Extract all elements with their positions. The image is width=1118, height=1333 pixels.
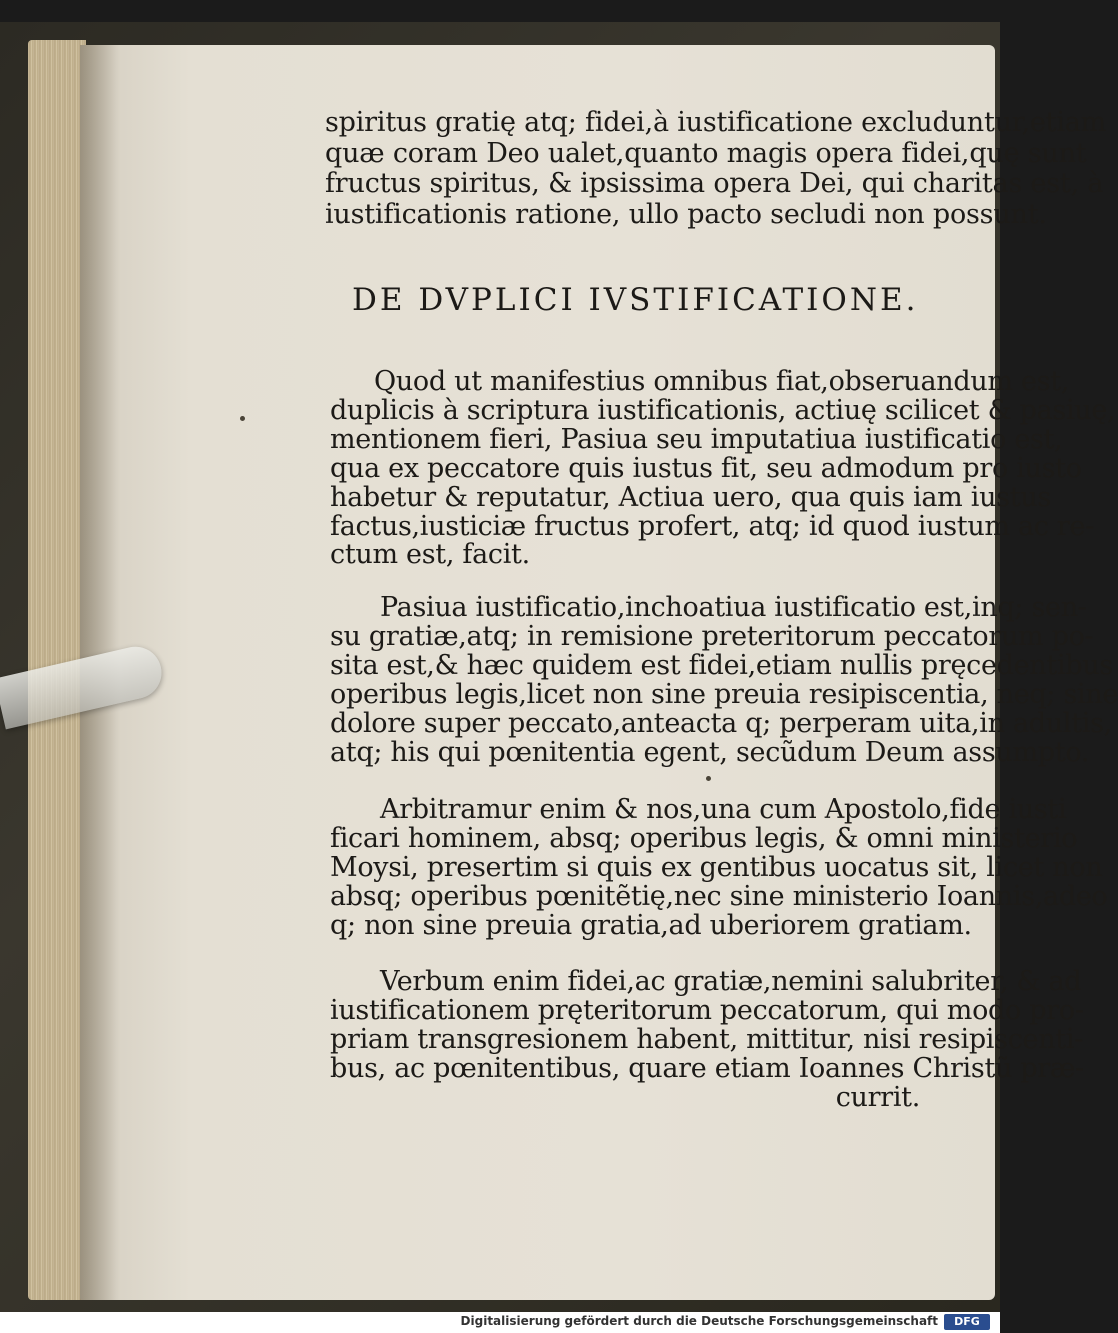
text-line: qua ex peccatore quis iustus fit, seu admodum pro iusto (330, 452, 1082, 484)
funding-notice: Digitalisierung gefördert durch die Deutsche Forschungsgemeinschaft (460, 1314, 938, 1328)
text-line: Moysi, presertim si quis ex gentibus uocatus sit, licet non (330, 851, 1103, 883)
catchword: currit. (835, 1081, 920, 1113)
text-line: iustificationis ratione, ullo pacto secludi non possunt. (325, 198, 1047, 230)
text-line: spiritus gratię atq; fidei,à iustificatione excluduntur,etiam (325, 107, 1107, 138)
text-line: iustificationem pręteritorum peccatorum, qui modo pro- (330, 994, 1084, 1026)
text-line: atq; his qui pœnitentia egent, secũdum Deum assumpto. (330, 736, 1090, 768)
text-line: habetur & reputatur, Actiua uero, qua quis iam iustus (330, 481, 1051, 513)
text-line: duplicis à scriptura iustificationis, actiuę scilicet & pasiuę, (330, 394, 1116, 426)
section-heading: DE DVPLICI IVSTIFICATIONE. (352, 282, 919, 318)
paragraph-2 (330, 592, 1118, 768)
text-line: sita est,& hæc quidem est fidei,etiam nullis pręcedentibus (330, 649, 1113, 681)
text-line: operibus legis,licet non sine preuia resipiscentia, neq; sine (330, 678, 1118, 710)
text-line: ficari hominem, absq; operibus legis, & omni ministerio (330, 822, 1078, 854)
text-line: quæ coram Deo ualet,quanto magis opera fidei,quę sunt (325, 137, 1087, 169)
text-line: absq; operibus pœnitẽtię,nec sine ministerio Ioannis,adeo (330, 880, 1108, 912)
opening-paragraph (325, 107, 1107, 230)
paragraph-4 (330, 966, 1084, 1113)
ink-spot (706, 776, 711, 781)
text-line: Pasiua iustificatio,inchoatiua iustificatio est,inq; sen- (380, 592, 1087, 623)
text-line: priam transgresionem habent, mittitur, nisi resipiscenti- (330, 1023, 1083, 1055)
paragraph-1 (330, 366, 1116, 571)
footer-bar (0, 1312, 1000, 1333)
text-line: fructus spiritus, & ipsissima opera Dei, qui charitas est, à (325, 168, 1104, 200)
text-line: Arbitramur enim & nos,una cum Apostolo,fide iusti (380, 794, 1067, 825)
text-line: bus, ac pœnitentibus, quare etiam Ioannes Christũ præ- (330, 1052, 1084, 1084)
text-line: q; non sine preuia gratia,ad uberiorem gratiam. (330, 909, 972, 941)
text-line: ctum est, facit. (330, 539, 530, 571)
dfg-logo-icon: DFG (944, 1314, 990, 1330)
text-line: factus,iusticiæ fructus profert, atq; id quod iustum ac re- (330, 510, 1095, 542)
text-line: Verbum enim fidei,ac gratiæ,nemini salubriter, & ad (380, 966, 1082, 997)
text-line: mentionem fieri, Pasiua seu imputatiua iustificatio est, (330, 423, 1063, 455)
text-line: su gratiæ,atq; in remisione preteritorum peccatorum po- (330, 620, 1094, 652)
ink-spot (240, 416, 245, 421)
text-line: dolore super peccato,anteacta q; perperam uita,in adultis, (330, 707, 1112, 739)
paragraph-3 (330, 794, 1108, 941)
text-line: Quod ut manifestius omnibus fiat,obseruandum est, (374, 366, 1070, 397)
